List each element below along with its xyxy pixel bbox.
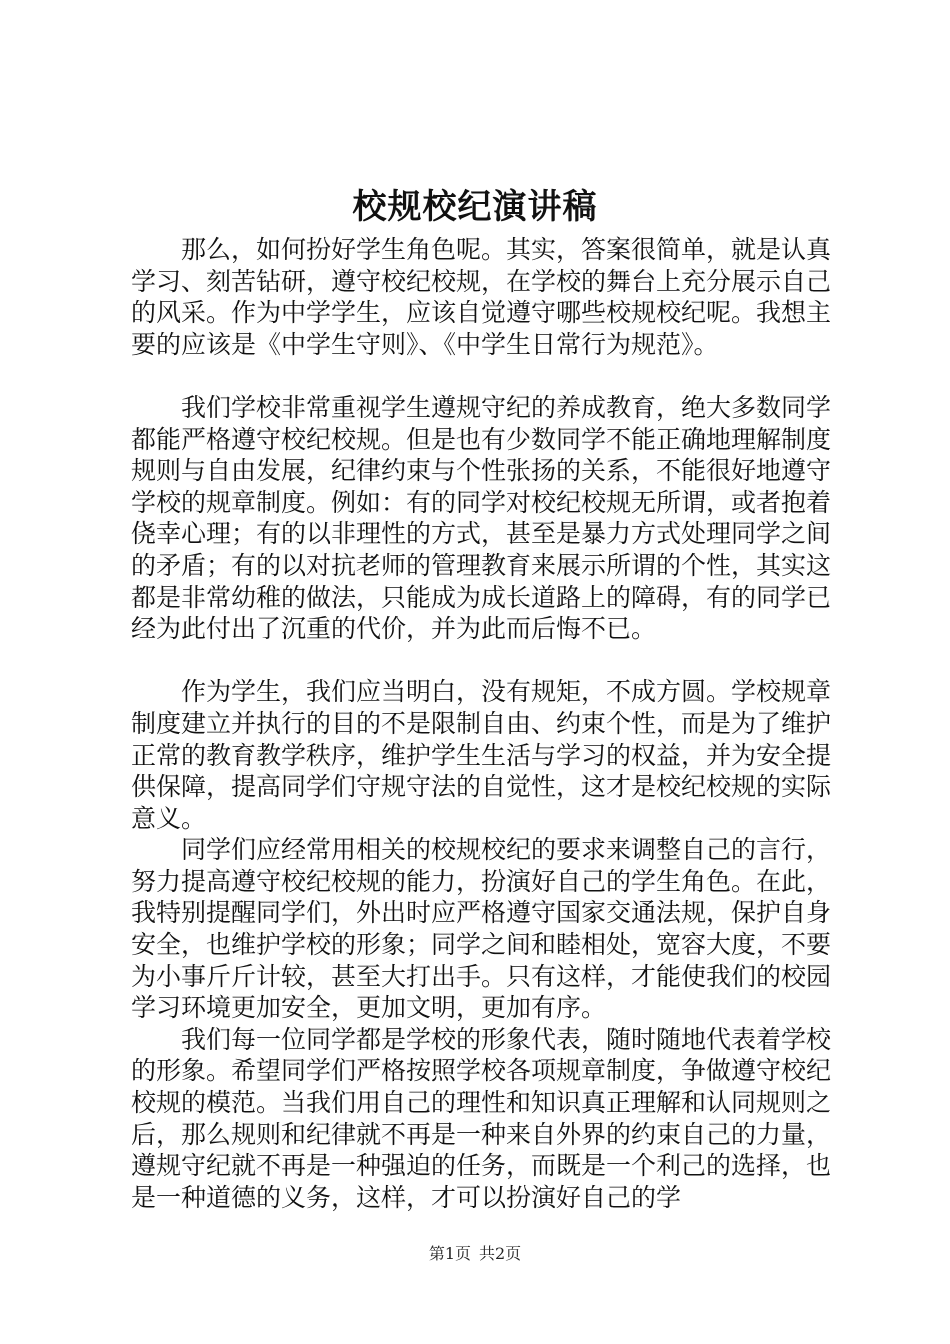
- document-body: [131, 234, 831, 1213]
- paragraph-4: 同学们应经常用相关的校规校纪的要求来调整自己的言行，努力提高遵守校纪校规的能力，扮演好自己的学生角色。在此，我特别提醒同学们，外出时应严格遵守国家交通法规，保护自身安全，也维护学校的形象；同学之间和睦相处，宽容大度，不要为小事斤斤计较，甚至大打出手。只有这样，才能使我们的校园学习环境更加安全，更加文明，更加有序。: [131, 835, 832, 1023]
- paragraph-5: 我们每一位同学都是学校的形象代表，随时随地代表着学校的形象。希望同学们严格按照学校各项规章制度，争做遵守校纪校规的模范。当我们用自己的理性和知识真正理解和认同规则之后，那么规则和纪律就不再是一种来自外界的约束自己的力量，遵规守纪就不再是一种强迫的任务，而既是一个利己的选择，也是一种道德的义务，这样，才可以扮演好自己的学: [131, 1024, 832, 1212]
- page-number-current: 第1页: [428, 1244, 471, 1263]
- paragraph-spacer: [131, 645, 831, 677]
- paragraph-1: 那么，如何扮好学生角色呢。其实，答案很简单，就是认真学习、刻苦钻研，遵守校纪校规，在学校的舞台上充分展示自己的风采。作为中学学生，应该自觉遵守哪些校规校纪呢。我想主要的应该是《中学生守则》、《中学生日常行为规范》。: [131, 235, 832, 359]
- page-footer: [0, 1243, 950, 1265]
- document-title: 校规校纪演讲稿: [352, 187, 598, 227]
- paragraph-spacer: [131, 360, 831, 392]
- paragraph-3: 作为学生，我们应当明白，没有规矩，不成方圆。学校规章制度建立并执行的目的不是限制自由、约束个性，而是为了维护正常的教育教学秩序，维护学生生活与学习的权益，并为安全提供保障，提高同学们守规守法的自觉性，这才是校纪校规的实际意义。: [131, 677, 832, 833]
- page-number-total: 共2页: [479, 1244, 522, 1263]
- paragraph-2: 我们学校非常重视学生遵规守纪的养成教育，绝大多数同学都能严格遵守校纪校规。但是也有少数同学不能正确地理解制度规则与自由发展，纪律约束与个性张扬的关系，不能很好地遵守学校的规章制度。例如：有的同学对校纪校规无所谓，或者抱着侥幸心理；有的以非理性的方式，甚至是暴力方式处理同学之间的矛盾；有的以对抗老师的管理教育来展示所谓的个性，其实这都是非常幼稚的做法，只能成为成长道路上的障碍，有的同学已经为此付出了沉重的代价，并为此而后悔不已。: [131, 392, 832, 644]
